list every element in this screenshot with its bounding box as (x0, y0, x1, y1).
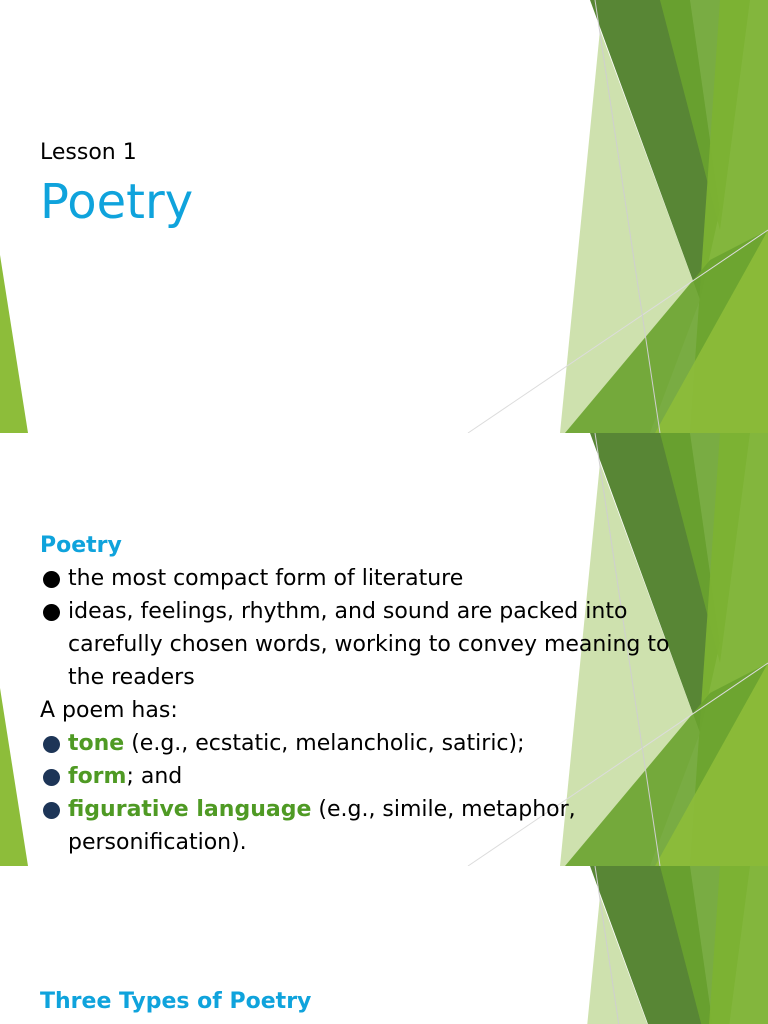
definition-bullet (40, 595, 700, 694)
intro-text: A poem has: (40, 698, 178, 723)
bullet-text: the most compact form of literature (68, 566, 464, 591)
element-detail: (e.g., simile, metaphor, personification). (68, 797, 576, 855)
element-detail: (e.g., ecstatic, melancholic, satiric); (124, 731, 525, 756)
bullet-icon (40, 793, 68, 826)
keyword-text: figurative language (68, 797, 312, 822)
slide-content (40, 529, 700, 859)
element-bullet (40, 727, 700, 760)
slide-title-card (0, 0, 768, 433)
bullet-text: ideas, feelings, rhythm, and sound are packed into carefully chosen words, working to convey meaning to the readers (68, 599, 670, 690)
element-detail: ; and (126, 764, 183, 789)
bullet-icon (40, 760, 68, 793)
element-bullet (40, 793, 700, 859)
bullet-icon (40, 562, 68, 595)
slide-title: Poetry (40, 174, 194, 230)
bullet-icon (40, 727, 68, 760)
element-bullet (40, 760, 700, 793)
bullet-icon (40, 595, 68, 628)
lesson-label: Lesson 1 (40, 140, 137, 165)
slide-poetry-definition (0, 433, 768, 866)
section-heading: Poetry (40, 533, 122, 558)
slide-three-types (0, 866, 768, 1024)
definition-bullet (40, 562, 700, 595)
keyword-text: tone (68, 731, 125, 756)
keyword-text: form (68, 764, 127, 789)
section-heading: Three Types of Poetry (40, 989, 312, 1014)
